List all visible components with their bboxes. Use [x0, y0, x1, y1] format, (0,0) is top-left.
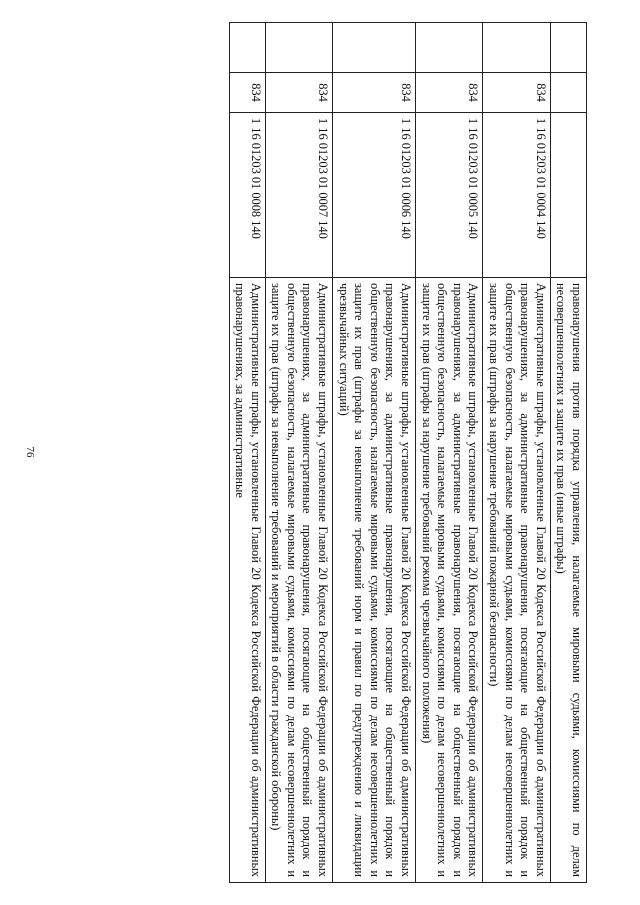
budget-code-cell: 1 16 01203 01 0005 140	[416, 113, 483, 278]
description-cell: правонарушения против порядка управления, налагаемые мировыми судьями, комиссиями по делам несовершеннолетних и защите их прав (иные штрафы)	[550, 278, 586, 883]
table-row	[550, 23, 586, 883]
table-row	[229, 23, 265, 883]
table-row	[416, 23, 483, 883]
description-cell: Административные штрафы, установленные Главой 20 Кодекса Российской Федерации об административных правонарушениях, за административные	[229, 278, 265, 883]
admin-code-cell: 834	[483, 73, 550, 113]
budget-code-cell: 1 16 01203 01 0006 140	[333, 113, 416, 278]
table-row	[265, 23, 332, 883]
table-row	[483, 23, 550, 883]
page-number: 76	[24, 446, 36, 458]
table-row	[333, 23, 416, 883]
admin-code-cell: 834	[265, 73, 332, 113]
admin-code-cell: 834	[229, 73, 265, 113]
spacer-cell	[550, 23, 586, 73]
spacer-cell	[416, 23, 483, 73]
description-cell: Административные штрафы, установленные Главой 20 Кодекса Российской Федерации об административных правонарушениях, за административные правонарушения, посягающие на общественный порядок и общественную безопасность, налагаемые мировыми судьями, комиссиями по делам несовершеннолетних и защите их прав (штрафы за нарушение требований режима чрезвычайного положения)	[416, 278, 483, 883]
budget-code-cell: 1 16 01203 01 0004 140	[483, 113, 550, 278]
budget-code-cell	[550, 113, 586, 278]
spacer-cell	[229, 23, 265, 73]
budget-code-cell: 1 16 01203 01 0008 140	[229, 113, 265, 278]
admin-code-cell: 834	[333, 73, 416, 113]
revenue-codes-table	[229, 22, 587, 883]
spacer-cell	[333, 23, 416, 73]
rotated-table-container	[50, 22, 587, 882]
description-cell: Административные штрафы, установленные Главой 20 Кодекса Российской Федерации об административных правонарушениях, за административные правонарушения, посягающие на общественный порядок и общественную безопасность, налагаемые мировыми судьями, комиссиями по делам несовершеннолетних и защите их прав (штрафы за невыполнение требований норм и правил по предупреждению и ликвидации чрезвычайных ситуаций)	[333, 278, 416, 883]
budget-code-cell: 1 16 01203 01 0007 140	[265, 113, 332, 278]
spacer-cell	[265, 23, 332, 73]
description-cell: Административные штрафы, установленные Главой 20 Кодекса Российской Федерации об административных правонарушениях, за административные правонарушения, посягающие на общественный порядок и общественную безопасность, налагаемые мировыми судьями, комиссиями по делам несовершеннолетних и защите их прав (штрафы за нарушение требований пожарной безопасности)	[483, 278, 550, 883]
admin-code-cell: 834	[416, 73, 483, 113]
spacer-cell	[483, 23, 550, 73]
admin-code-cell	[550, 73, 586, 113]
description-cell: Административные штрафы, установленные Главой 20 Кодекса Российской Федерации об административных правонарушениях, за административные правонарушения, посягающие на общественный порядок и общественную безопасность, налагаемые мировыми судьями, комиссиями по делам несовершеннолетних и защите их прав (штрафы за невыполнение требований и мероприятий в области гражданской обороны)	[265, 278, 332, 883]
